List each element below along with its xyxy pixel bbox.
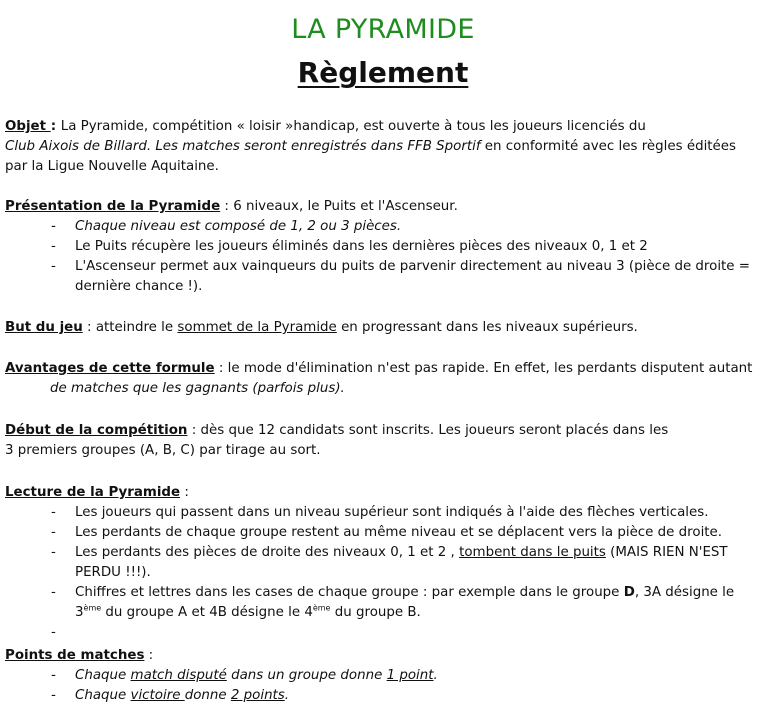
list-item: - Les perdants de chaque groupe restent au même niveau et se déplacent vers la pièce de droite. [5, 523, 758, 543]
lecture-item4-c: du groupe A et 4B désigne le 4 [101, 605, 313, 620]
points-item2-u2: 2 points [230, 688, 285, 703]
but-text-2: en progressant dans les niveaux supérieurs. [336, 320, 638, 335]
lecture-list [5, 503, 758, 643]
points-item2-a: Chaque [75, 688, 131, 703]
section-lecture [5, 483, 758, 643]
lecture-heading: Lecture de la Pyramide [5, 485, 181, 500]
list-item [5, 583, 758, 623]
lecture-item3-a: Les perdants des pièces de droite des niveaux 0, 1 et 2 , [75, 545, 460, 560]
section-presentation [5, 197, 758, 297]
objet-text-4: par la Ligue Nouvelle Aquitaine. [5, 159, 219, 174]
avantages-text-1: : le mode d'élimination n'est pas rapide. En effet, les perdants disputent autant [214, 361, 753, 376]
lecture-item3-underlined: tombent dans le puits [459, 545, 606, 560]
debut-heading: Début de la compétition [5, 423, 188, 438]
presentation-list [5, 217, 758, 297]
but-text-1: : atteindre le [82, 320, 178, 335]
section-points [5, 646, 758, 706]
points-list [5, 666, 758, 706]
list-item: - Le Puits récupère les joueurs éliminés dans les dernières pièces des niveaux 0, 1 et 2 [5, 237, 758, 257]
lecture-item4-d: du groupe B. [330, 605, 421, 620]
document-title: LA PYRAMIDE [291, 14, 475, 45]
lecture-intro: : [180, 485, 189, 500]
list-item-empty [5, 623, 758, 643]
presentation-heading: Présentation de la Pyramide [5, 199, 221, 214]
list-item [5, 666, 758, 686]
points-item1-u1: match disputé [130, 668, 227, 683]
but-underlined: sommet de la Pyramide [177, 320, 337, 335]
lecture-item4-b: , 3A désigne le 3 [75, 585, 735, 620]
list-item: - Chaque niveau est composé de 1, 2 ou 3 pièces. [5, 217, 758, 237]
list-item: - Les joueurs qui passent dans un niveau supérieur sont indiqués à l'aide des flèches verticales. [5, 503, 758, 523]
presentation-intro: : 6 niveaux, le Puits et l'Ascenseur. [220, 199, 458, 214]
list-item [5, 686, 758, 706]
objet-text-1: La Pyramide, compétition « loisir »handicap, est ouverte à tous les joueurs licenciés du [60, 119, 646, 134]
document-subtitle [0, 56, 766, 89]
section-objet [5, 117, 758, 177]
section-debut [5, 421, 758, 461]
list-item: - L'Ascenseur permet aux vainqueurs du puits de parvenir directement au niveau 3 (pièce de droite = dernière chance !). [5, 257, 758, 297]
lecture-item4-a: Chiffres et lettres dans les cases de chaque groupe : par exemple dans le groupe [75, 585, 624, 600]
objet-sep: : [50, 119, 61, 134]
avantages-heading: Avantages de cette formule [5, 361, 215, 376]
but-heading: But du jeu [5, 320, 83, 335]
subtitle-text: Règlement [297, 56, 469, 89]
lecture-item3-b: (MAIS RIEN N'EST PERDU !!!). [75, 545, 728, 580]
points-item2-c: . [284, 688, 290, 703]
points-item1-c: . [433, 668, 438, 683]
objet-text-3: en conformité avec les règles éditées [480, 139, 736, 154]
points-intro: : [144, 648, 154, 663]
objet-heading: Objet [5, 119, 51, 134]
objet-text-2: Club Aixois de Billard. Les matches seront enregistrés dans [5, 139, 408, 154]
objet-ffb-sportif: FFB Sportif [407, 139, 481, 154]
points-item2-b: donne [184, 688, 231, 703]
list-item [5, 543, 758, 583]
section-but [5, 318, 758, 338]
points-item1-a: Chaque [75, 668, 131, 683]
points-heading: Points de matches [5, 648, 145, 663]
points-item2-u1: victoire [130, 688, 185, 703]
lecture-item4-bold: D [623, 585, 635, 600]
lecture-item4-sup2: ème [312, 603, 331, 613]
points-item1-u2: 1 point [386, 668, 434, 683]
avantages-text-2: de matches que les gagnants (parfois plus). [50, 381, 345, 396]
debut-text-2: 3 premiers groupes (A, B, C) par tirage au sort. [5, 443, 321, 458]
lecture-item4-sup1: ème [83, 603, 102, 613]
section-avantages [5, 359, 758, 399]
points-item1-b: dans un groupe donne [226, 668, 387, 683]
debut-text-1: : dès que 12 candidats sont inscrits. Les joueurs seront placés dans les [187, 423, 669, 438]
